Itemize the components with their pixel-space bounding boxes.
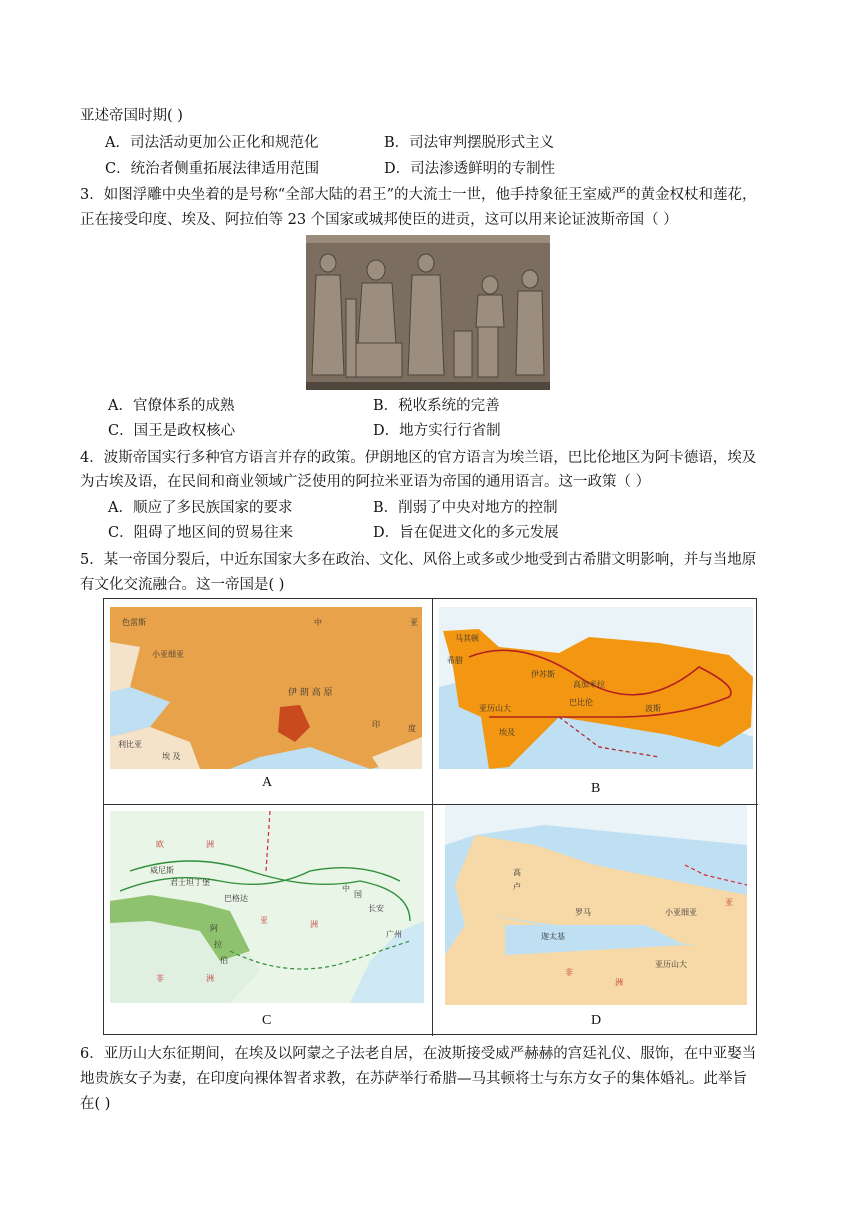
q3-option-b[interactable]: B．税收系统的完善 [373, 398, 500, 414]
map-a-label-3: 亚 [410, 618, 418, 627]
q2-stem-tail: 亚述帝国时期( ) [80, 108, 183, 124]
map-b-image [439, 607, 753, 769]
map-d-label-3: 迦太基 [541, 932, 565, 941]
map-d-label-2: 罗马 [575, 908, 591, 917]
map-a-label-2: 中 [314, 618, 322, 627]
map-c-label-14: 洲 [206, 974, 214, 983]
q3-option-a[interactable]: A．官僚体系的成熟 [108, 398, 235, 414]
q3-option-d[interactable]: D．地方实行行省制 [373, 423, 501, 439]
map-a-image [110, 607, 422, 769]
map-b-label-3: 高加米拉 [573, 680, 605, 689]
map-b-label-7: 波斯 [645, 704, 661, 713]
map-b-label-6: 埃及 [499, 728, 515, 737]
q5-stem-line1: 5．某一帝国分裂后，中近东国家大多在政治、文化、风俗上或多或少地受到古希腊文明影响，并与当地原 [80, 552, 757, 568]
map-c-label-15: 广州 [386, 930, 402, 939]
q5-stem-line2: 有文化交流融合。这一帝国是( ) [80, 577, 285, 593]
map-c-label-1: 洲 [206, 840, 214, 849]
q4-option-a[interactable]: A．顺应了多民族国家的要求 [108, 500, 293, 516]
map-d-image [445, 805, 747, 1005]
map-b-label-0: 马其顿 [455, 634, 479, 643]
map-c-image [110, 811, 424, 1003]
q4-option-b[interactable]: B．削弱了中央对地方的控制 [373, 500, 558, 516]
q5-map-options-grid [103, 598, 757, 1035]
map-a-label-7: 印 [372, 720, 380, 729]
q3-stem-line2: 正在接受印度、埃及、阿拉伯等 23 个国家或城邦使臣的进贡，这可以用来论证波斯帝国（ ） [80, 212, 678, 228]
map-d-label-0: 高 [513, 868, 521, 877]
map-a-label-5: 利比亚 [118, 740, 142, 749]
map-c-label-12: 长安 [368, 904, 384, 913]
map-a-caption: A [262, 775, 273, 790]
q2-option-d[interactable]: D．司法渗透鲜明的专制性 [384, 161, 556, 177]
q6-stem-line3: 在( ) [80, 1096, 111, 1112]
map-b-caption: B [591, 781, 601, 796]
map-c-label-11: 国 [354, 890, 362, 899]
map-d-label-8: 亚历山大 [655, 960, 687, 969]
map-c-label-10: 中 [342, 884, 350, 893]
map-c-label-7: 伯 [220, 956, 228, 965]
map-b-label-5: 亚历山大 [479, 704, 511, 713]
map-option-a[interactable] [104, 599, 433, 805]
q2-option-c[interactable]: C．统治者侧重拓展法律适用范围 [105, 161, 320, 177]
map-c-label-4: 巴格达 [224, 894, 248, 903]
map-c-label-9: 洲 [310, 920, 318, 929]
map-d-label-5: 亚 [725, 898, 733, 907]
q4-stem-line1: 4．波斯帝国实行多种官方语言并存的政策。伊朗地区的官方语言为埃兰语，巴比伦地区为阿卡德语，埃及 [80, 450, 757, 466]
map-d-label-6: 非 [565, 968, 573, 977]
map-a-label-1: 小亚细亚 [152, 650, 184, 659]
q4-option-d[interactable]: D．旨在促进文化的多元发展 [373, 525, 559, 541]
map-c-caption: C [262, 1013, 272, 1028]
map-c-label-2: 威尼斯 [150, 866, 174, 875]
q2-option-a[interactable]: A．司法活动更加公正化和规范化 [105, 135, 319, 151]
q3-stem-line1: 3．如图浮雕中央坐着的是号称“全部大陆的君王”的大流士一世，他手持象征王室威严的黄金权杖和莲花， [80, 187, 757, 203]
map-c-label-5: 阿 [210, 924, 218, 933]
map-a-label-4: 伊 朗 高 原 [288, 688, 333, 698]
map-c-label-6: 拉 [214, 940, 222, 949]
map-option-d[interactable] [433, 805, 758, 1036]
persepolis-relief-image [306, 235, 550, 390]
map-c-label-3: 君士坦丁堡 [170, 878, 210, 887]
q4-option-c[interactable]: C．阻碍了地区间的贸易往来 [108, 525, 294, 541]
q4-stem-line2: 为古埃及语，在民间和商业领域广泛使用的阿拉米亚语为帝国的通用语言。这一政策（ ） [80, 474, 651, 490]
q2-option-b[interactable]: B．司法审判摆脱形式主义 [384, 135, 555, 151]
map-a-label-6: 埃 及 [162, 752, 181, 761]
map-c-label-8: 亚 [260, 916, 268, 925]
q6-stem-line1: 6．亚历山大东征期间，在埃及以阿蒙之子法老自居，在波斯接受威严赫赫的宫廷礼仪、服饰，在中亚娶当 [80, 1046, 757, 1062]
map-c-label-13: 非 [156, 974, 164, 983]
map-option-c[interactable] [104, 805, 433, 1036]
map-b-label-2: 伊苏斯 [531, 670, 555, 679]
q3-option-c[interactable]: C．国王是政权核心 [108, 423, 236, 439]
map-d-caption: D [591, 1013, 602, 1028]
map-b-label-1: 希腊 [447, 656, 463, 665]
map-b-label-4: 巴比伦 [569, 698, 593, 707]
map-d-label-1: 卢 [513, 882, 521, 891]
map-d-label-4: 小亚细亚 [665, 908, 697, 917]
map-a-label-0: 色雷斯 [122, 618, 146, 627]
map-c-label-0: 欧 [156, 840, 164, 849]
map-a-label-8: 度 [408, 724, 416, 733]
map-d-label-7: 洲 [615, 978, 623, 987]
map-option-b[interactable] [433, 599, 758, 805]
q6-stem-line2: 地贵族女子为妻，在印度向裸体智者求教，在苏萨举行希腊—马其顿将士与东方女子的集体婚礼。此举旨 [80, 1071, 747, 1087]
